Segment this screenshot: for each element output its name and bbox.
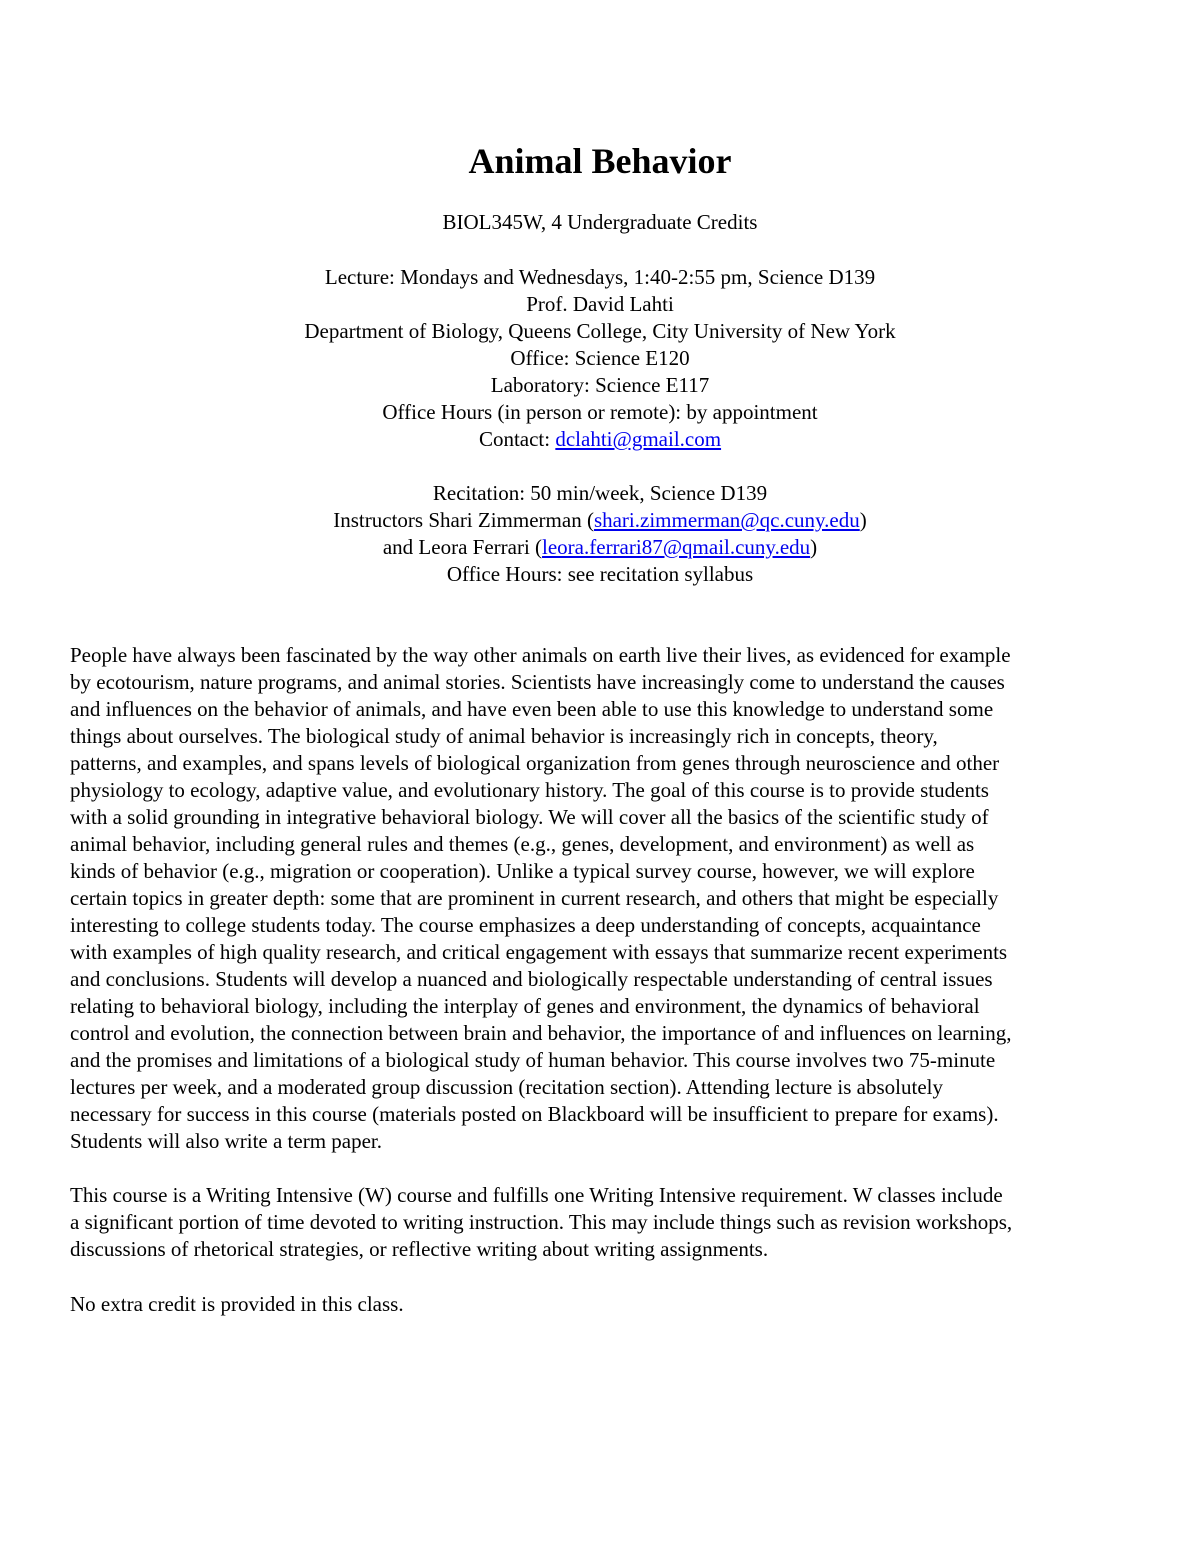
paragraph-line: patterns, and examples, and spans levels of biological organization from genes through neuroscience and other	[70, 751, 1000, 775]
paragraph-line: necessary for success in this course (materials posted on Blackboard will be insufficient to prepare for exams).	[70, 1102, 999, 1126]
course-description-paragraph	[70, 642, 1140, 1155]
laboratory-location: Laboratory: Science E117	[490, 373, 710, 397]
office-location: Office: Science E120	[510, 346, 690, 370]
paragraph-line: control and evolution, the connection between brain and behavior, the importance of and influences on learning,	[70, 1021, 1012, 1045]
recitation-office-hours: Office Hours: see recitation syllabus	[446, 562, 754, 586]
department: Department of Biology, Queens College, City University of New York	[304, 319, 896, 343]
paragraph-line: Students will also write a term paper.	[70, 1129, 383, 1153]
contact-label: Contact:	[478, 427, 556, 451]
instructor-2-line	[0, 534, 1200, 561]
paragraph-line: No extra credit is provided in this class.	[70, 1292, 404, 1316]
instructor-1-email-link[interactable]: shari.zimmerman@qc.cuny.edu	[593, 508, 860, 532]
course-line: BIOL345W, 4 Undergraduate Credits	[442, 210, 758, 234]
instructor-2-suffix: )	[810, 535, 818, 559]
writing-intensive-paragraph	[70, 1182, 1140, 1263]
professor-name: Prof. David Lahti	[526, 292, 674, 316]
paragraph-line: This course is a Writing Intensive (W) course and fulfills one Writing Intensive requirement. W classes include	[70, 1183, 1003, 1207]
recitation-schedule: Recitation: 50 min/week, Science D139	[432, 481, 768, 505]
course-credits	[0, 209, 1200, 236]
contact-email-link[interactable]: dclahti@gmail.com	[555, 427, 722, 451]
paragraph-line: and influences on the behavior of animals, and have even been able to use this knowledge to understand some	[70, 697, 994, 721]
paragraph-line: People have always been fascinated by the way other animals on earth live their lives, as evidenced for example	[70, 643, 1011, 667]
extra-credit-paragraph	[70, 1291, 1140, 1318]
paragraph-line: things about ourselves. The biological study of animal behavior is increasingly rich in concepts, theory,	[70, 724, 938, 748]
paragraph-line: lectures per week, and a moderated group discussion (recitation section). Attending lecture is absolutely	[70, 1075, 943, 1099]
paragraph-line: certain topics in greater depth: some that are prominent in current research, and others that might be especially	[70, 886, 999, 910]
paragraph-line: animal behavior, including general rules and themes (e.g., genes, development, and environment) as well as	[70, 832, 975, 856]
paragraph-line: relating to behavioral biology, including the interplay of genes and environment, the dynamics of behavioral	[70, 994, 980, 1018]
page-title: Animal Behavior	[468, 141, 732, 181]
paragraph-line: and the promises and limitations of a biological study of human behavior. This course involves two 75-minute	[70, 1048, 996, 1072]
instructor-1-line	[0, 507, 1200, 534]
paragraph-line: discussions of rhetorical strategies, or reflective writing about writing assignments.	[70, 1237, 769, 1261]
paragraph-line: interesting to college students today. The course emphasizes a deep understanding of concepts, acquaintance	[70, 913, 981, 937]
instructor-1-prefix: Instructors Shari Zimmerman (	[333, 508, 594, 532]
instructor-2-prefix: and Leora Ferrari (	[382, 535, 543, 559]
office-hours: Office Hours (in person or remote): by appointment	[382, 400, 818, 424]
paragraph-line: and conclusions. Students will develop a nuanced and biologically respectable understanding of central issues	[70, 967, 993, 991]
paragraph-line: by ecotourism, nature programs, and animal stories. Scientists have increasingly come to understand the causes	[70, 670, 1005, 694]
instructor-2-email-link[interactable]: leora.ferrari87@qmail.cuny.edu	[542, 535, 811, 559]
instructor-1-suffix: )	[859, 508, 867, 532]
paragraph-line: kinds of behavior (e.g., migration or cooperation). Unlike a typical survey course, however, we will explore	[70, 859, 975, 883]
lecture-schedule: Lecture: Mondays and Wednesdays, 1:40-2:55 pm, Science D139	[324, 265, 876, 289]
paragraph-line: with examples of high quality research, and critical engagement with essays that summarize recent experiments	[70, 940, 1008, 964]
contact-line	[0, 426, 1200, 453]
lecture-info	[0, 264, 1200, 453]
paragraph-line: a significant portion of time devoted to writing instruction. This may include things such as revision workshops,	[70, 1210, 1013, 1234]
paragraph-line: with a solid grounding in integrative behavioral biology. We will cover all the basics of the scientific study of	[70, 805, 989, 829]
paragraph-line: physiology to ecology, adaptive value, and evolutionary history. The goal of this course is to provide students	[70, 778, 989, 802]
recitation-info	[0, 480, 1200, 588]
